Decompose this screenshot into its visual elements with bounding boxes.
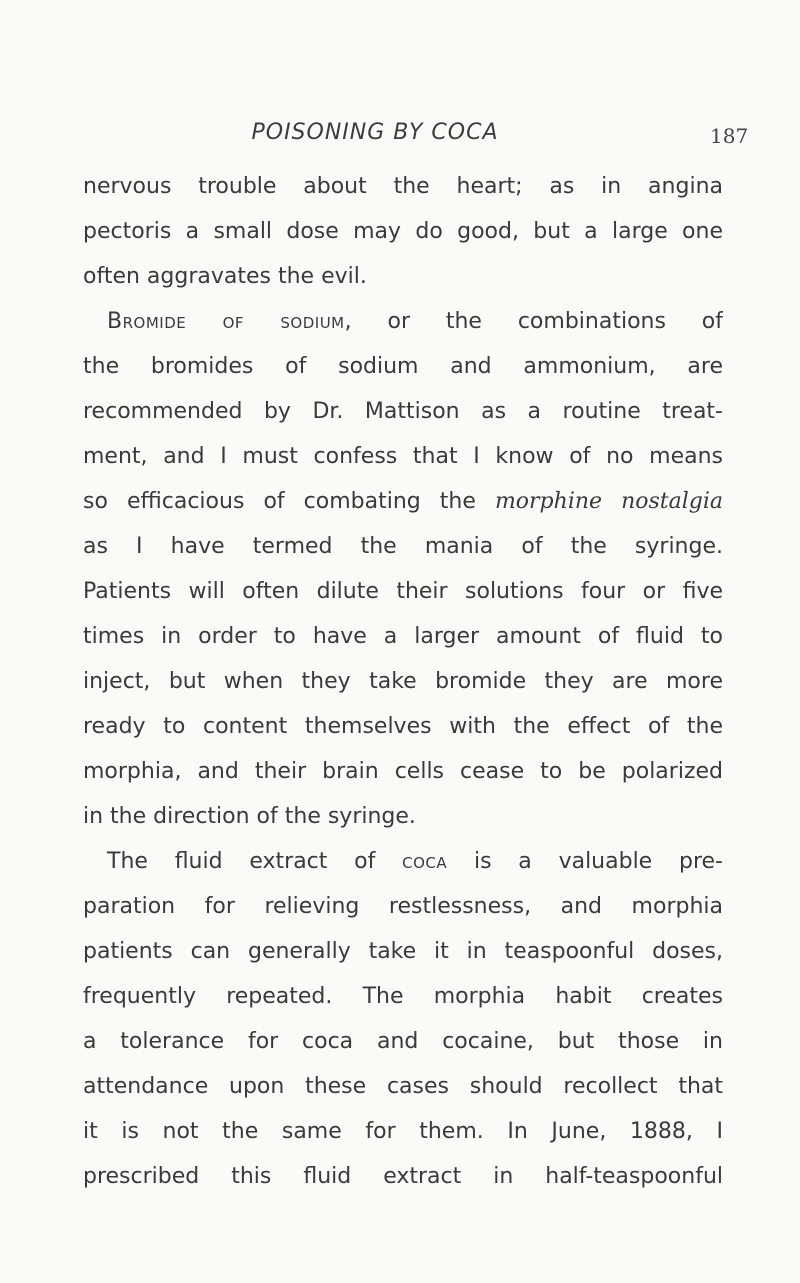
text-run: so efficacious of combating the [83,489,495,514]
text-run: patients can generally take it in teaspoonful doses, [83,939,723,964]
text-run: prescribed this fluid extract in half-teaspoonful [83,1164,723,1189]
text-line [83,884,723,929]
page-number: 187 [710,124,749,148]
text-line [83,839,723,884]
text-run: in the direction of the syringe. [83,804,416,829]
text-line [83,974,723,1019]
text-run: , or the combinations of [344,309,723,334]
text-run: frequently repeated. The morphia habit creates [83,984,723,1009]
text-line [83,254,723,299]
text-line [83,794,723,839]
text-run: it is not the same for them. In June, 1888, I [83,1119,723,1144]
text-run: often aggravates the evil. [83,264,367,289]
text-line [83,614,723,659]
text-run: attendance upon these cases should recollect that [83,1074,723,1099]
text-line [83,1109,723,1154]
text-run: as I have termed the mania of the syringe. [83,534,723,559]
text-line [83,299,723,344]
text-line [83,524,723,569]
text-line [83,434,723,479]
running-title: POISONING BY COCA [251,120,499,145]
text-line [83,569,723,614]
text-run: inject, but when they take bromide they are more [83,669,723,694]
small-caps-phrase: Bromide of sodium [107,309,345,334]
running-head [0,120,800,150]
text-line [83,479,723,524]
text-run: ment, and I must confess that I know of no means [83,444,723,469]
text-run: ready to content themselves with the effect of the [83,714,723,739]
text-line [83,1154,723,1199]
text-run: a tolerance for coca and cocaine, but those in [83,1029,723,1054]
text-line [83,389,723,434]
italic-phrase: morphine nostalgia [494,489,723,514]
text-line [83,1019,723,1064]
text-line [83,209,723,254]
text-run: nervous trouble about the heart; as in angina [83,174,723,199]
text-run: morphia, and their brain cells cease to be polarized [83,759,723,784]
text-line [83,659,723,704]
text-run: recommended by Dr. Mattison as a routine treat- [83,399,723,424]
text-run: times in order to have a larger amount of fluid to [83,624,723,649]
text-run: The fluid extract of [107,849,403,874]
small-caps-phrase: coca [402,849,448,874]
text-run: is a valuable pre- [447,849,723,874]
text-line [83,1064,723,1109]
text-line [83,704,723,749]
text-run: pectoris a small dose may do good, but a large one [83,219,723,244]
body-text [83,164,723,1199]
text-run: paration for relieving restlessness, and morphia [83,894,723,919]
text-line [83,164,723,209]
text-run: the bromides of sodium and ammonium, are [83,354,723,379]
text-line [83,344,723,389]
text-line [83,929,723,974]
text-run: Patients will often dilute their solutions four or five [83,579,723,604]
text-line [83,749,723,794]
